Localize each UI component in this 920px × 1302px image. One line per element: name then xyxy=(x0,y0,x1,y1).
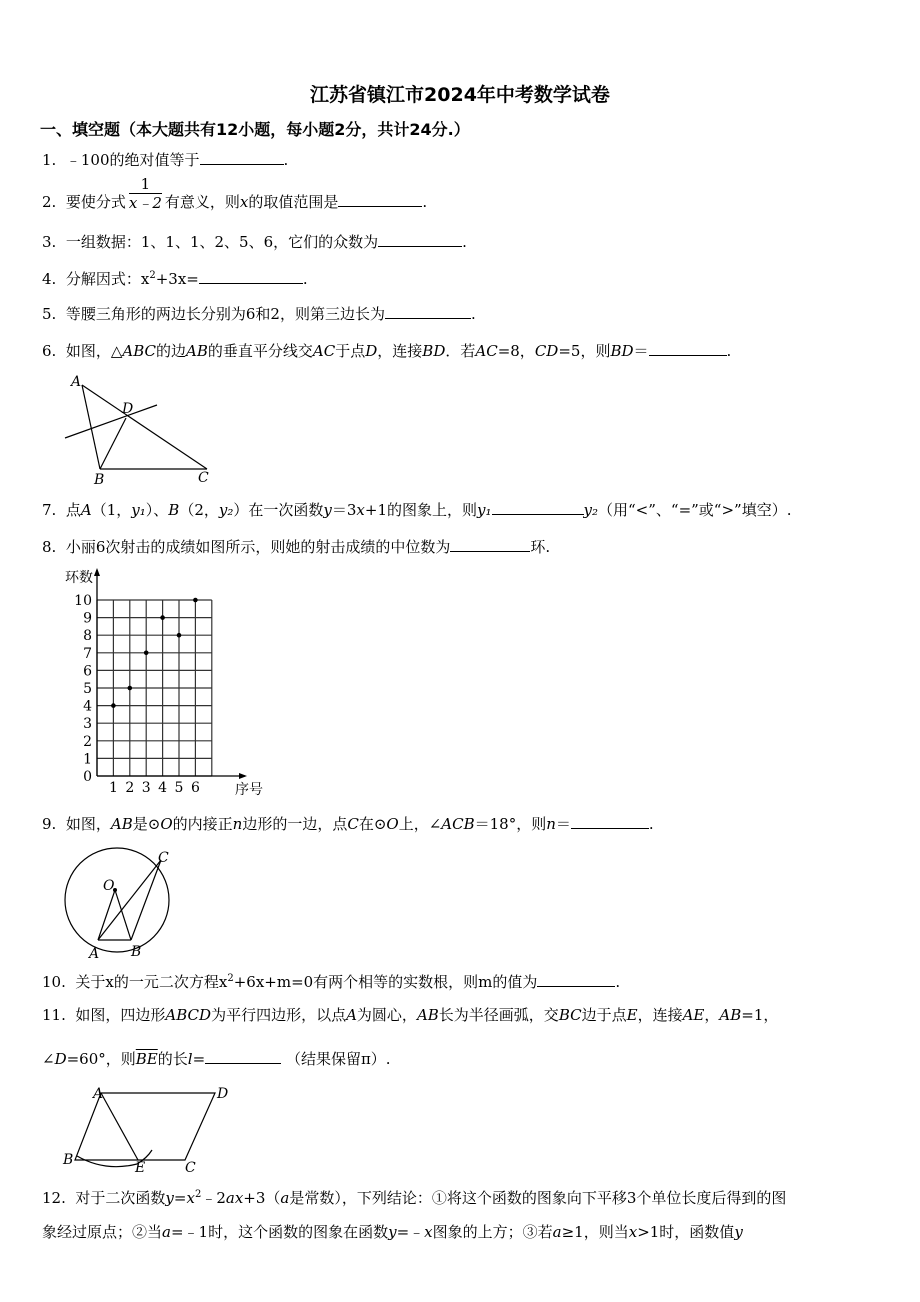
q-text: ）、 xyxy=(145,501,169,519)
q-text: 的内接正 xyxy=(172,815,233,833)
q-text: 于点 xyxy=(335,342,366,360)
y-axis-label: 环数 xyxy=(65,570,93,586)
y-tick-label: 1 xyxy=(83,751,92,768)
q-text: 如图，△ xyxy=(65,342,123,360)
q-text: 为平行四边形，以点 xyxy=(211,1006,347,1024)
q-var: n xyxy=(232,815,243,833)
q-text: ∠ xyxy=(42,1050,55,1068)
q-sup: 2 xyxy=(149,270,156,281)
question-10 xyxy=(42,969,620,992)
q-var: x xyxy=(356,501,365,519)
q-text: （用“<”、“=”或“>”填空）. xyxy=(598,501,792,519)
q-text: 的取值范围是 xyxy=(248,193,339,211)
answer-blank[interactable] xyxy=(571,812,649,829)
q-var: O xyxy=(386,815,399,833)
q-text: +3x= xyxy=(155,270,199,288)
q-var: x xyxy=(239,193,249,211)
page-title: 江苏省镇江市2024年中考数学试卷 xyxy=(310,84,610,106)
q-text: =60°，则 xyxy=(66,1050,136,1068)
q-text: ＝18°，则 xyxy=(474,815,547,833)
q-text: ＝ xyxy=(555,815,571,833)
q-text: . xyxy=(648,815,654,833)
x-tick-label: 4 xyxy=(158,780,168,796)
fraction-denominator: x﹣2 xyxy=(128,193,162,212)
q-num: 11. xyxy=(42,1006,66,1024)
q-text: 等腰三角形的两边长分别为6和2，则第三边长为 xyxy=(65,305,385,323)
q-text: 长为半径画弧，交 xyxy=(438,1006,559,1024)
q-var: ABC xyxy=(122,342,157,360)
y-tick-label: 2 xyxy=(83,733,92,750)
y-tick-label: 5 xyxy=(83,681,92,697)
answer-blank[interactable] xyxy=(385,302,471,319)
q-var: E xyxy=(626,1006,638,1024)
q-var: ACB xyxy=(441,815,475,833)
answer-blank[interactable] xyxy=(378,230,462,247)
label-b: B xyxy=(94,472,105,488)
side-ac xyxy=(82,385,207,469)
label-b: B xyxy=(131,944,142,960)
q-text: 象经过原点；②当 xyxy=(42,1223,163,1241)
q-var: A xyxy=(80,501,92,519)
q-text: +1的图象上，则 xyxy=(364,501,477,519)
q-var: y₁ xyxy=(477,501,492,519)
q-text: . xyxy=(283,151,289,169)
q-text: （2， xyxy=(179,501,219,519)
answer-blank[interactable] xyxy=(537,970,615,987)
x-tick-label: 6 xyxy=(190,780,200,796)
circle-o xyxy=(65,848,169,952)
q-var: x xyxy=(424,1223,433,1241)
data-point xyxy=(177,633,182,638)
q-var: AC xyxy=(312,342,336,360)
segment-bd xyxy=(100,418,126,469)
q-var: a xyxy=(552,1223,562,1241)
q-text: +3（ xyxy=(243,1189,281,1207)
q-num: 12. xyxy=(42,1189,66,1207)
data-point xyxy=(193,598,198,603)
question-3 xyxy=(42,230,467,252)
q-num: 4. xyxy=(42,270,57,288)
answer-blank[interactable] xyxy=(450,535,530,552)
data-point xyxy=(144,651,149,656)
chord-bc xyxy=(131,860,161,940)
q-text: ﹣100的绝对值等于 xyxy=(65,151,200,169)
question-7 xyxy=(42,498,792,520)
q-var: y xyxy=(165,1189,174,1207)
question-2 xyxy=(42,174,428,212)
q-text: 要使分式 xyxy=(65,193,126,211)
q-sup: 2 xyxy=(194,1189,202,1200)
label-c: C xyxy=(198,470,209,486)
q-text: 有意义，则 xyxy=(164,193,240,211)
q-text: 边形的一边，点 xyxy=(242,815,348,833)
q-text: 关于x的一元二次方程x xyxy=(75,973,228,991)
q-text: . xyxy=(462,233,467,251)
label-b: B xyxy=(63,1152,74,1168)
q-text: ＝3 xyxy=(331,501,357,519)
shooting-score-chart xyxy=(55,562,285,802)
label-a: A xyxy=(93,1086,104,1102)
q-var: y₂ xyxy=(583,501,598,519)
q-text: =8， xyxy=(497,342,535,360)
q-text: ， xyxy=(704,1006,720,1024)
label-d: D xyxy=(217,1086,229,1102)
q-var: AB xyxy=(186,342,208,360)
label-a: A xyxy=(71,374,82,390)
q-text: . xyxy=(615,973,621,991)
answer-blank[interactable] xyxy=(205,1047,281,1064)
fraction-numerator: 1 xyxy=(140,174,151,193)
q-var: l xyxy=(187,1050,193,1068)
q-var: AB xyxy=(719,1006,742,1024)
q-text: 边于点 xyxy=(581,1006,627,1024)
q-text: （1， xyxy=(91,501,132,519)
q-var: x xyxy=(628,1223,638,1241)
q-var: D xyxy=(365,342,378,360)
q-sup: 2 xyxy=(227,973,234,984)
question-1 xyxy=(42,148,288,170)
perpendicular-bisector xyxy=(65,405,157,438)
q-text: 在⊙ xyxy=(358,815,387,833)
q-text: 点 xyxy=(65,501,81,519)
q-var: AB xyxy=(110,815,133,833)
segment-oa xyxy=(98,890,115,940)
q-var: y xyxy=(323,501,332,519)
q-text: 如图， xyxy=(65,815,111,833)
q-text: 对于二次函数 xyxy=(75,1189,166,1207)
y-tick-label: 4 xyxy=(83,698,92,715)
q-var: BD xyxy=(610,342,634,360)
question-11 xyxy=(42,1005,778,1025)
q-text: ，连接 xyxy=(377,342,423,360)
answer-blank[interactable] xyxy=(200,148,284,165)
q-text: = xyxy=(192,1050,206,1068)
q-num: 10. xyxy=(42,973,66,991)
q-var: BC xyxy=(558,1006,582,1024)
q-var: y xyxy=(734,1223,743,1241)
question-9 xyxy=(42,812,654,834)
question-11-line-2 xyxy=(42,1047,391,1069)
q-text: =﹣ xyxy=(396,1223,425,1241)
y-tick-label: 10 xyxy=(74,593,92,609)
q-text: ﹣2 xyxy=(201,1189,226,1207)
q-text: 是常数），下列结论：①将这个函数的图象向下平移3个单位长度后得到的图 xyxy=(289,1189,787,1207)
y-tick-label: 6 xyxy=(83,663,92,680)
label-c: C xyxy=(185,1160,196,1175)
q-text: 的边 xyxy=(156,342,187,360)
question-12 xyxy=(42,1185,786,1208)
y-tick-label: 7 xyxy=(83,645,92,662)
data-point xyxy=(128,686,133,691)
q-num: 2. xyxy=(42,193,57,211)
q-var: ABCD xyxy=(165,1006,212,1024)
q-var: D xyxy=(54,1050,67,1068)
q-var: a xyxy=(280,1189,290,1207)
data-point xyxy=(160,615,165,620)
figure-q9-circle xyxy=(55,840,185,965)
q-var: y₂ xyxy=(218,501,234,519)
q-text: 小丽6次射击的成绩如图所示，则她的射击成绩的中位数为 xyxy=(65,538,451,556)
q-text: = xyxy=(173,1189,187,1207)
q-var: a xyxy=(162,1223,171,1241)
fraction xyxy=(129,175,162,212)
q-var: x xyxy=(186,1189,195,1207)
parallelogram-abcd xyxy=(75,1093,215,1160)
q-var: C xyxy=(347,815,359,833)
label-o: O xyxy=(103,878,115,894)
label-d: D xyxy=(122,401,134,417)
y-tick-label: 8 xyxy=(83,628,92,645)
answer-blank[interactable] xyxy=(492,498,584,515)
q-var: y xyxy=(388,1223,397,1241)
q-num: 9. xyxy=(42,815,57,833)
q-text: =5，则 xyxy=(558,342,611,360)
q-num: 5. xyxy=(42,305,57,323)
x-tick-label: 3 xyxy=(141,780,151,796)
q-text: ≥1，则当 xyxy=(561,1223,629,1241)
y-axis-arrow xyxy=(94,568,100,576)
q-text: . xyxy=(726,342,732,360)
q-var: O xyxy=(160,815,173,833)
q-var: ax xyxy=(225,1189,244,1207)
label-c: C xyxy=(158,850,169,866)
question-5 xyxy=(42,302,476,324)
q-text: 图象的上方；③若 xyxy=(432,1223,553,1241)
q-text: ＝ xyxy=(633,342,649,360)
y-tick-label: 0 xyxy=(83,769,92,785)
x-axis-arrow xyxy=(239,773,247,779)
section-heading: 一、填空题（本大题共有12小题，每小题2分，共计24分.） xyxy=(40,120,470,139)
question-12-line-2 xyxy=(42,1222,743,1242)
answer-blank[interactable] xyxy=(199,267,303,284)
q-var: CD xyxy=(534,342,559,360)
question-4 xyxy=(42,266,308,289)
q-num: 6. xyxy=(42,342,57,360)
x-tick-label: 1 xyxy=(108,780,118,796)
q-text: 分解因式：x xyxy=(65,270,150,288)
q-text: 是⊙ xyxy=(132,815,161,833)
q-text: ）在一次函数 xyxy=(233,501,324,519)
q-var: AB xyxy=(416,1006,439,1024)
label-e: E xyxy=(135,1160,146,1175)
q-text: . xyxy=(302,270,308,288)
x-tick-label: 2 xyxy=(125,780,135,796)
arc-be: $\overline{BE}$ xyxy=(135,1050,158,1068)
q-text: ．若 xyxy=(445,342,476,360)
q-text: =1， xyxy=(741,1006,779,1024)
q-text: ，连接 xyxy=(637,1006,683,1024)
q-text: 上，∠ xyxy=(398,815,442,833)
data-point xyxy=(111,703,116,708)
q-text: =﹣1时，这个函数的图象在函数 xyxy=(170,1223,389,1241)
q-num: 3. xyxy=(42,233,57,251)
q-text: 为圆心， xyxy=(356,1006,417,1024)
q-text: . xyxy=(470,305,476,323)
q-var: BD xyxy=(422,342,446,360)
q-var: A xyxy=(346,1006,357,1024)
q-text: >1时，函数值 xyxy=(637,1223,735,1241)
x-tick-label: 5 xyxy=(174,780,184,796)
q-num: 8. xyxy=(42,538,57,556)
answer-blank[interactable] xyxy=(649,339,727,356)
figure-q11-parallelogram xyxy=(55,1080,245,1175)
label-a: A xyxy=(89,946,100,962)
answer-blank[interactable] xyxy=(338,190,422,207)
q-text: 的长 xyxy=(157,1050,188,1068)
q-var: y₁ xyxy=(131,501,146,519)
q-var: B xyxy=(168,501,180,519)
q-text: （结果保留π）. xyxy=(285,1050,391,1068)
question-6 xyxy=(42,339,731,361)
q-text: . xyxy=(422,193,428,211)
q-text: 一组数据：1、1、1、2、5、6，它们的众数为 xyxy=(65,233,379,251)
y-tick-label: 9 xyxy=(83,610,92,627)
q-text: +6x+m=0有两个相等的实数根，则m的值为 xyxy=(233,973,538,991)
chord-ac xyxy=(98,860,161,940)
q-num: 1. xyxy=(42,151,57,169)
q-var: AC xyxy=(475,342,498,360)
y-tick-label: 3 xyxy=(83,716,92,733)
q-text: 如图，四边形 xyxy=(75,1006,166,1024)
figure-q6-triangle xyxy=(55,368,225,490)
q-text: 的垂直平分线交 xyxy=(207,342,313,360)
segment-ae xyxy=(101,1093,138,1160)
q-var: n xyxy=(546,815,556,833)
q-var: AE xyxy=(682,1006,705,1024)
q-text: 环. xyxy=(530,538,551,556)
q-num: 7. xyxy=(42,501,57,519)
question-8 xyxy=(42,535,550,557)
x-axis-label: 序号 xyxy=(235,782,263,798)
